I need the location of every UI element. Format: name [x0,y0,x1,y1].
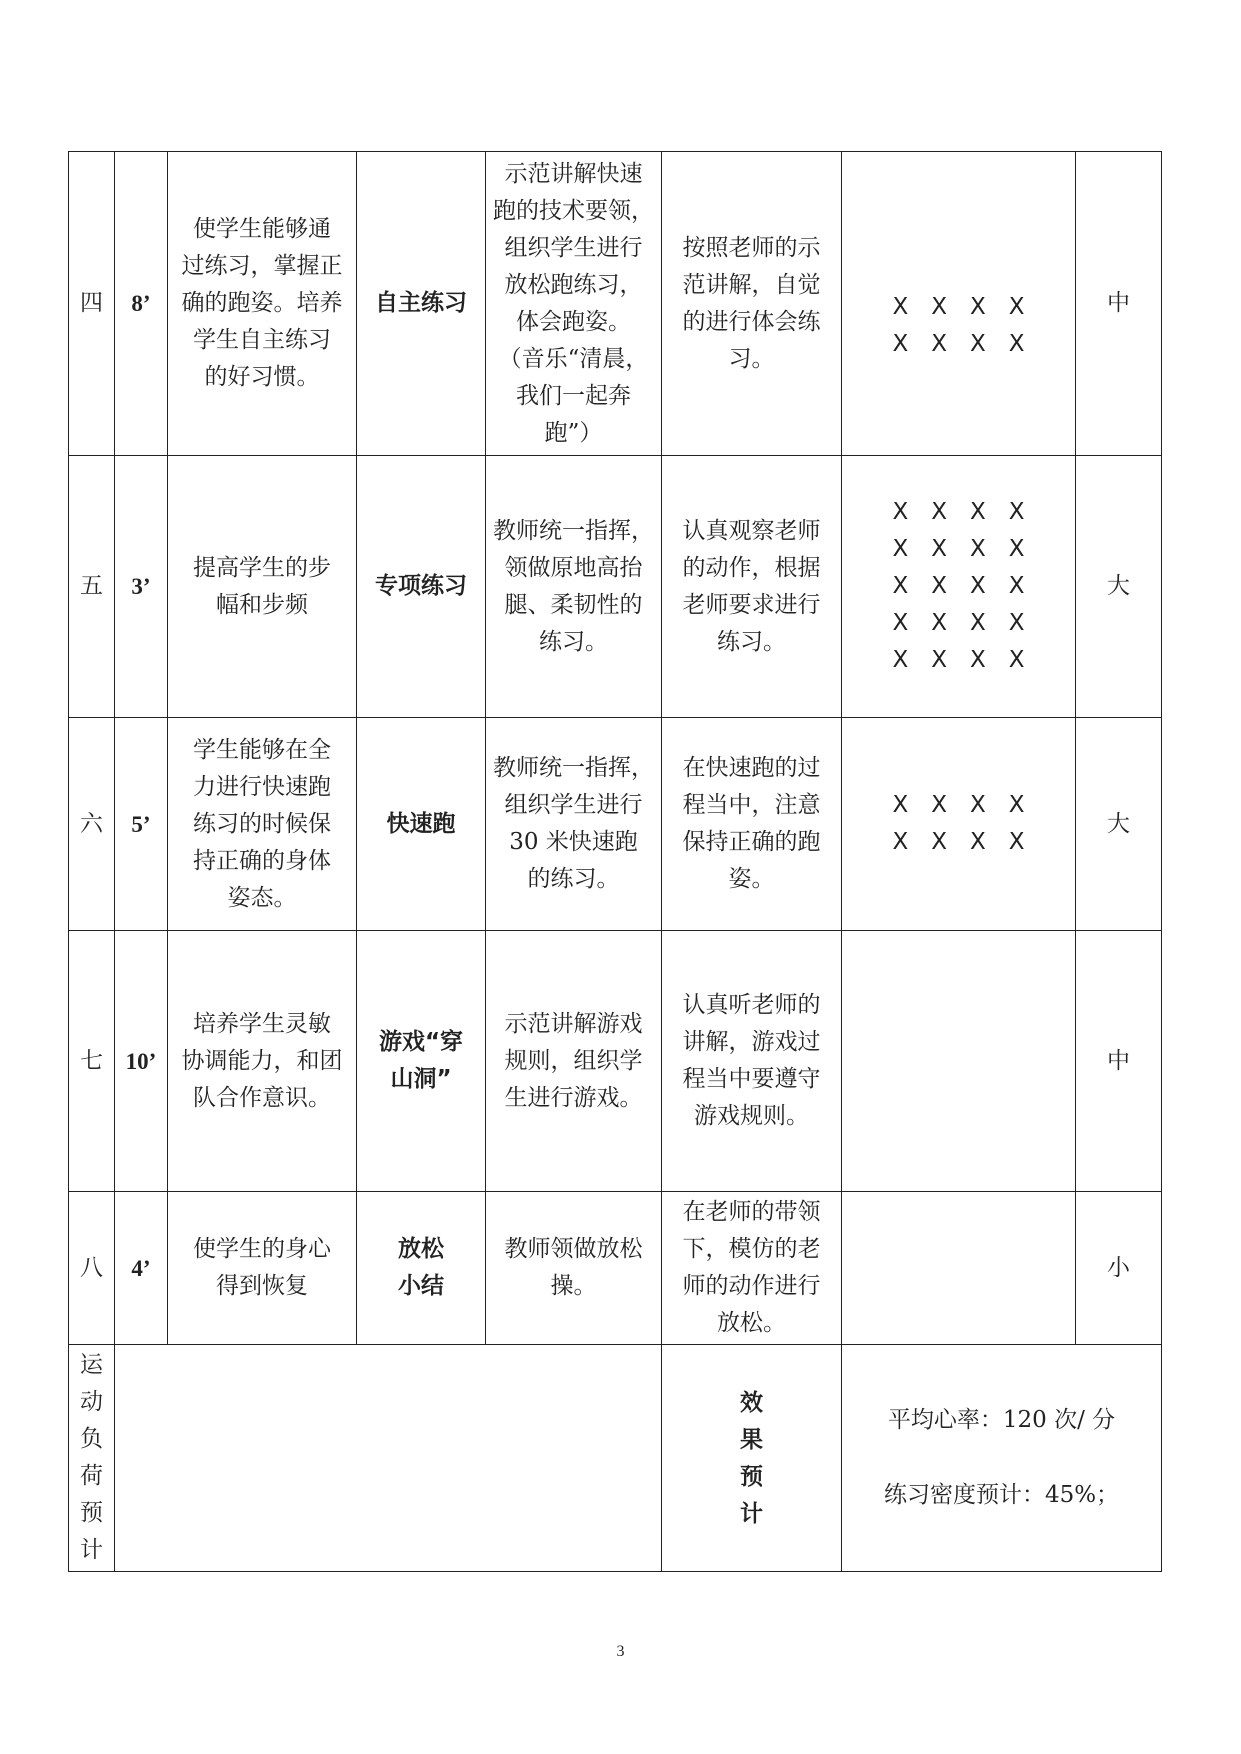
table-row [69,718,1162,931]
text-line: 生进行游戏。 [504,1084,643,1111]
row-intensity: 中 [1076,152,1162,456]
text-line: 的动作，根据 [682,554,821,581]
row-intensity: 大 [1076,718,1162,931]
text-line: 练习的时候保 [193,810,331,837]
row-goal [168,718,357,931]
text-line: 负 [80,1426,103,1452]
load-row [69,1345,1162,1572]
text-line: 力进行快速跑 [193,773,331,800]
text-line: 培养学生灵敏 [193,1010,331,1037]
text-line: 规则，组织学 [504,1047,643,1074]
formation-row: X X X X [892,647,1025,673]
row-formation [842,718,1076,931]
text-line: 认真听老师的 [682,992,821,1018]
text-line: 示范讲解游戏 [504,1010,643,1037]
text-line: 果 [740,1426,763,1453]
text-line: 老师要求进行 [682,591,821,618]
row-student [662,152,842,456]
heart-rate-text: 平均心率：120 次/ 分 [887,1407,1116,1433]
text-line: 跑”） [544,419,603,446]
load-empty-cell [115,1345,662,1572]
text-line: 组织学生进行 [504,234,643,261]
row-content [357,718,486,931]
row-duration: 10’ [115,931,168,1192]
row-content [357,456,486,718]
text-line: 快速跑 [386,810,456,837]
text-line: 持正确的身体 [193,847,331,874]
row-formation [842,931,1076,1192]
text-line: 讲解，游戏过 [682,1029,821,1055]
row-teacher [486,1192,662,1345]
row-student [662,718,842,931]
row-content [357,931,486,1192]
text-line: 学生自主练习 [193,327,331,353]
text-line: 示范讲解快速 [504,160,643,187]
text-line: 游戏“穿 [378,1029,464,1055]
text-line: 腿、柔韧性的 [504,591,643,618]
row-teacher [486,152,662,456]
density-text: 练习密度预计：45%； [883,1482,1120,1508]
row-duration: 4’ [115,1192,168,1345]
row-duration: 3’ [115,456,168,718]
text-line: 使学生能够通 [193,216,331,242]
text-line: 我们一起奔 [516,382,631,409]
row-formation [842,1192,1076,1345]
text-line: 程当中，注意 [682,792,821,818]
text-line: 的好习惯。 [204,364,320,390]
row-goal [168,931,357,1192]
text-line: 教师领做放松 [504,1236,643,1262]
text-line: 预 [80,1500,103,1526]
lesson-plan-table [68,151,1162,1572]
text-line: 游戏规则。 [694,1103,809,1129]
text-line: 的练习。 [527,866,620,892]
row-content [357,152,486,456]
row-duration: 8’ [115,152,168,456]
text-line: 效 [740,1389,763,1416]
row-number: 七 [69,931,115,1192]
text-line: 预 [740,1463,763,1490]
text-line: 在快速跑的过 [682,755,821,781]
row-student [662,456,842,718]
row-student [662,931,842,1192]
row-goal [168,1192,357,1345]
text-line: 练习。 [717,628,786,655]
text-line: 学生能够在全 [193,736,331,763]
row-teacher [486,718,662,931]
text-line: 使学生的身心 [193,1236,331,1262]
text-line: 领做原地高抬 [504,554,643,581]
text-line: 按照老师的示 [682,234,821,261]
row-number: 四 [69,152,115,456]
text-line: 专项练习 [375,573,467,599]
text-line: 确的跑姿。培养 [181,290,343,316]
text-line: 范讲解，自觉 [682,271,821,298]
table-row [69,1192,1162,1345]
text-line: 30 米快速跑 [509,829,638,855]
text-line: 自主练习 [375,290,467,316]
formation-row: X X X X [892,573,1025,599]
row-number: 八 [69,1192,115,1345]
text-line: 教师统一指挥， [493,517,654,544]
text-line: 放松 [398,1236,444,1262]
text-line: （音乐“清晨， [498,345,649,372]
row-student [662,1192,842,1345]
text-line: 认真观察老师 [682,517,821,544]
text-line: 计 [740,1500,763,1527]
row-duration: 5’ [115,718,168,931]
formation-row: X X X X [892,792,1025,818]
row-intensity: 小 [1076,1192,1162,1345]
text-line: 过练习，掌握正 [181,253,343,279]
row-content [357,1192,486,1345]
formation-row: X X X X [892,330,1025,357]
text-line: 练习。 [539,628,608,655]
row-formation [842,456,1076,718]
text-line: 荷 [80,1463,103,1489]
table-row [69,931,1162,1192]
text-line: 运 [80,1352,103,1378]
text-line: 体会跑姿。 [516,308,631,335]
text-line: 教师统一指挥， [493,755,654,781]
text-line: 师的动作进行 [682,1273,821,1299]
text-line: 动 [80,1389,103,1415]
text-line: 计 [80,1537,103,1563]
formation-row: X X X X [892,829,1025,855]
text-line: 在老师的带领 [682,1199,821,1225]
text-line: 幅和步频 [216,591,308,618]
formation-row: X X X X [892,499,1025,525]
text-line: 队合作意识。 [193,1084,331,1111]
row-goal [168,152,357,456]
row-goal [168,456,357,718]
text-line: 放松。 [717,1310,786,1336]
table-row [69,152,1162,456]
text-line: 的进行体会练 [682,308,821,335]
row-intensity: 大 [1076,456,1162,718]
text-line: 协调能力，和团 [181,1047,343,1074]
text-line: 保持正确的跑 [682,829,821,855]
text-line: 放松跑练习， [504,271,643,298]
text-line: 习。 [728,345,775,372]
text-line: 下，模仿的老 [682,1236,821,1262]
text-line: 得到恢复 [216,1273,308,1299]
text-line: 跑的技术要领， [493,197,654,224]
formation-row: X X X X [892,536,1025,562]
text-line: 操。 [550,1273,597,1299]
formation-row: X X X X [892,610,1025,636]
effect-values [842,1345,1162,1572]
text-line: 小结 [398,1273,444,1299]
text-line: 姿态。 [227,884,297,911]
text-line: 组织学生进行 [504,792,643,818]
text-line: 姿。 [728,866,775,892]
text-line: 山洞” [390,1066,452,1092]
table-row [69,456,1162,718]
row-number: 六 [69,718,115,931]
page-number: 3 [616,1643,625,1660]
formation-row: X X X X [892,293,1025,320]
row-number: 五 [69,456,115,718]
text-line: 提高学生的步 [193,554,331,581]
row-intensity: 中 [1076,931,1162,1192]
row-teacher [486,456,662,718]
text-line: 程当中要遵守 [682,1066,821,1092]
row-formation [842,152,1076,456]
effect-label [662,1345,842,1572]
load-label [69,1345,115,1572]
row-teacher [486,931,662,1192]
